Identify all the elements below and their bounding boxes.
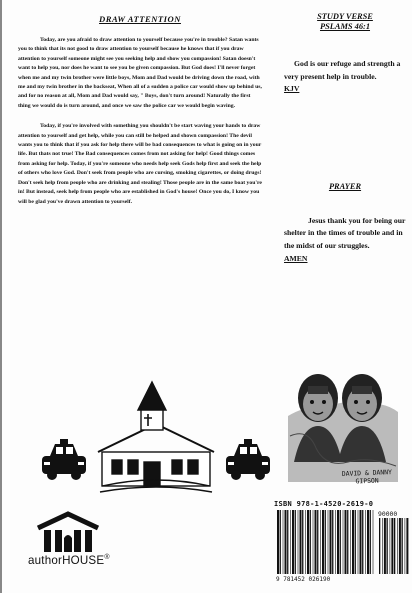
barcode-bar — [292, 510, 294, 574]
barcode-bar — [384, 518, 386, 574]
barcode-bar — [290, 510, 291, 574]
barcode-bar — [397, 518, 398, 574]
price-barcode — [378, 518, 410, 574]
prayer-text: Jesus thank you for being our shelter in the times of trouble and in the midst of our struggles. — [284, 215, 406, 250]
barcode-bar — [310, 510, 311, 574]
barcode-bar — [350, 510, 351, 574]
police-car-right-icon — [226, 439, 270, 480]
barcode-bar — [317, 510, 318, 574]
prayer-body — [284, 215, 406, 265]
barcode-bar — [283, 510, 284, 574]
barcode-bar — [367, 510, 369, 574]
barcode-bar — [302, 510, 303, 574]
barcode-bar — [315, 510, 317, 574]
barcode-bar — [405, 518, 406, 574]
publisher-registered-mark: ® — [104, 554, 110, 562]
barcode-bar — [322, 510, 324, 574]
barcode-bar — [332, 510, 333, 574]
barcode-bar — [358, 510, 359, 574]
study-verse-body — [284, 58, 406, 96]
sidebar — [284, 12, 406, 265]
study-verse-heading — [284, 12, 406, 32]
barcode-bar — [280, 510, 281, 574]
barcode-bar — [373, 510, 374, 574]
barcode-bar — [320, 510, 321, 574]
prayer-closing: AMEN — [284, 253, 308, 263]
barcode-bar — [394, 518, 395, 574]
price-code: 90000 — [378, 510, 398, 518]
barcode-bar — [345, 510, 347, 574]
article-paragraph-1: Today, are you afraid to draw attention to yourself because you're in trouble? Satan wants you to think that its not good to draw attention to yourself because he knows that if you draw attention to yourself someone might see you seeking help and show you compassion! Satan doesn't want to help you, nor does he want to see you be given compassion. But God does! I'll never forget when me and my twin brother were little boys, Mom and Dad would be driving down the road, with me and my twin brother in the backseat, When all of a sudden a police car would show up behind us, and for no reason at all, Mom and Dad would say, " Boys, don't turn around! Naturally the first thing we would do is turn around, and once we saw the police car we would begin waving. — [18, 37, 262, 109]
article-paragraph-2: Today, if you're involved with something you shouldn't be start waving your hands to draw attention to yourself and get help, while you can still be helped and shown compassion! The devil wants you to think that if you ask for help there will be bad consequences to what is going on in your life. But thats not true! The Bad consequences comes from not asking for help! Good things comes from asking for help. Today, if you're someone who needs help seek Gods help first and seek the help of others who love God. Don't seek from people who are cursing, smoking cigarettes, or doing drugs! Don't seek help from people who are drinking and stealing! Those people are in the same boat you're in! But instead, seek help from people who are established in God's house! Once you do, I know you will be glad you've drawn attention to yourself. — [18, 123, 262, 205]
barcode-bar — [287, 510, 288, 574]
barcode-bar — [406, 518, 408, 574]
barcode-bar — [335, 510, 336, 574]
barcode-bar — [330, 510, 332, 574]
photo-caption — [332, 468, 403, 486]
church-icon — [98, 382, 214, 492]
barcode-bar — [390, 518, 391, 574]
twins-photo — [288, 358, 398, 482]
barcode-bar — [365, 510, 366, 574]
barcode-bar — [300, 510, 302, 574]
barcode-bar — [325, 510, 326, 574]
article — [18, 14, 262, 218]
barcode-bar — [285, 510, 287, 574]
authorhouse-logo-icon — [32, 510, 104, 554]
barcode-number: 9 781452 026190 — [276, 576, 331, 583]
study-verse-reference: PSLAMS 46:1 — [319, 22, 371, 31]
police-car-left-icon — [42, 439, 86, 480]
barcode-bar — [379, 518, 380, 574]
barcode-bar — [382, 518, 383, 574]
barcode-bar — [295, 510, 296, 574]
barcode-bar — [370, 510, 371, 574]
barcode-bar — [343, 510, 344, 574]
barcode-bar — [307, 510, 309, 574]
barcode-bar — [399, 518, 401, 574]
photo-caption-surname: GIPSON — [355, 476, 379, 486]
isbn-barcode — [276, 510, 374, 574]
barcode-bar — [402, 518, 403, 574]
barcode-bar — [352, 510, 354, 574]
barcode-bar — [387, 518, 388, 574]
publisher-name-text: authorHOUSE — [28, 554, 105, 567]
barcode-bar — [328, 510, 329, 574]
publisher-name — [28, 554, 110, 567]
study-verse-title: STUDY VERSE — [317, 12, 373, 21]
barcode-bar — [298, 510, 299, 574]
barcode-bar — [277, 510, 279, 574]
barcode-bar — [337, 510, 339, 574]
barcode-bar — [360, 510, 362, 574]
isbn-label: ISBN 978-1-4520-2619-0 — [274, 500, 374, 508]
barcode-bar — [305, 510, 306, 574]
barcode-bar — [362, 510, 363, 574]
study-verse-version: KJV — [284, 84, 300, 94]
barcode-bar — [355, 510, 356, 574]
barcode-bar — [313, 510, 314, 574]
isbn-block — [274, 500, 410, 590]
prayer-title: PRAYER — [328, 181, 362, 191]
study-verse-text: God is our refuge and strength a very present help in trouble. — [284, 59, 401, 81]
barcode-bar — [347, 510, 348, 574]
church-and-police-cars-illustration — [40, 378, 272, 498]
barcode-bar — [391, 518, 393, 574]
photo-caption-names: DAVID & DANNY — [341, 468, 393, 478]
article-title: DRAW ATTENTION — [99, 14, 181, 24]
barcode-bar — [340, 510, 341, 574]
